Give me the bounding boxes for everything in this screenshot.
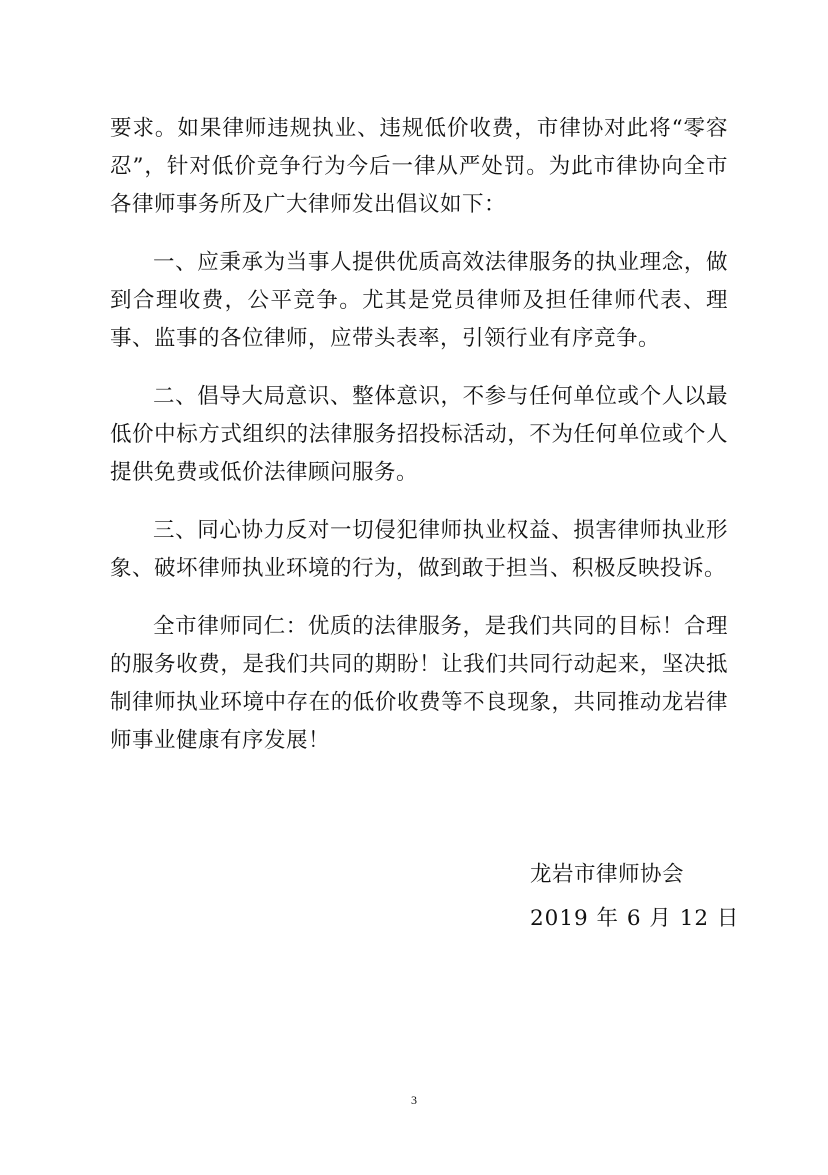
page-number: 3 bbox=[411, 1093, 417, 1107]
signature-date: 2019 年 6 月 12 日 bbox=[530, 906, 740, 931]
paragraph-item-one: 一、应秉承为当事人提供优质高效法律服务的执业理念，做到合理收费，公平竞争。尤其是党员律师及担任律师代表、理事、监事的各位律师，应带头表率，引领行业有序竞争。 bbox=[110, 250, 728, 351]
document-body bbox=[110, 110, 728, 780]
signature-block bbox=[530, 853, 740, 941]
paragraph-item-three: 三、同心协力反对一切侵犯律师执业权益、损害律师执业形象、破坏律师执业环境的行为，做到敢于担当、积极反映投诉。 bbox=[110, 518, 728, 581]
paragraph-item-two: 二、倡导大局意识、整体意识，不参与任何单位或个人以最低价中标方式组织的法律服务招投标活动，不为任何单位或个人提供免费或低价法律顾问服务。 bbox=[110, 384, 728, 485]
paragraph-closing: 全市律师同仁：优质的法律服务，是我们共同的目标！合理的服务收费，是我们共同的期盼！让我们共同行动起来，坚决抵制律师执业环境中存在的低价收费等不良现象，共同推动龙岩律师事业健康有序发展！ bbox=[110, 614, 728, 753]
signature-organization: 龙岩市律师协会 bbox=[530, 862, 685, 887]
paragraph-intro: 要求。如果律师违规执业、违规低价收费，市律协对此将“零容忍”，针对低价竞争行为今后一律从严处罚。为此市律协向全市各律师事务所及广大律师发出倡议如下： bbox=[110, 116, 728, 217]
